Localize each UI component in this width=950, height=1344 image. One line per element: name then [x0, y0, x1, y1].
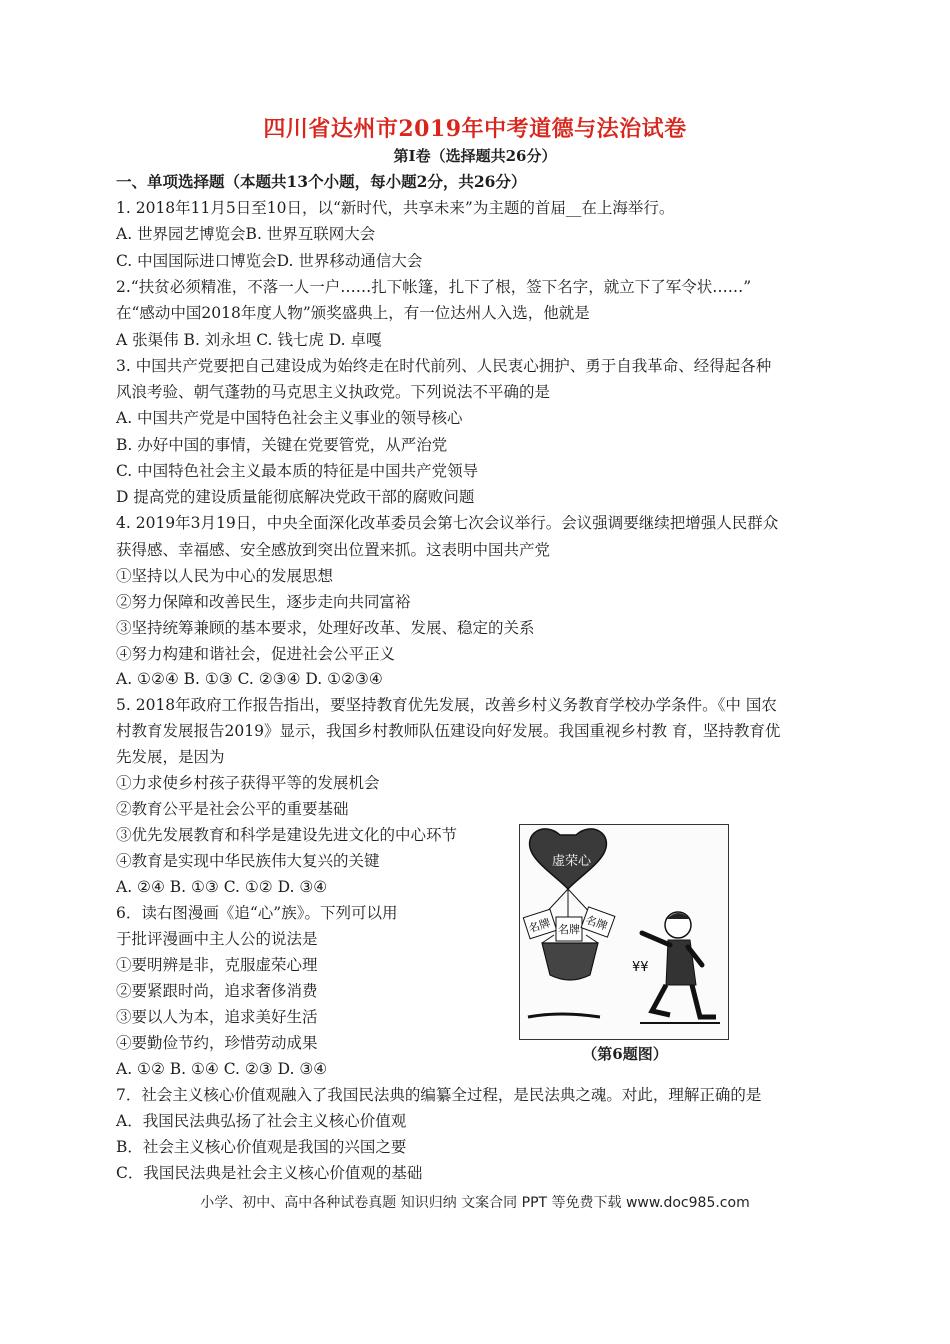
text-line: 先发展，是因为: [116, 748, 225, 766]
text-line: ①力求使乡村孩子获得平等的发展机会: [116, 774, 380, 792]
text-line: C. 中国特色社会主义最本质的特征是中国共产党领导: [116, 462, 479, 480]
text-line: A. ②④ B. ①③ C. ①② D. ③④: [116, 878, 328, 896]
tag-mid-label: 名牌: [558, 923, 580, 936]
text-line: ②努力保障和改善民生，逐步走向共同富裕: [116, 593, 411, 611]
text-line: ④努力构建和谐社会，促进社会公平正义: [116, 645, 396, 663]
heart-label: 虚荣心: [552, 854, 592, 869]
section-heading: 一、单项选择题（本题共13个小题，每小题2分，共26分）: [116, 172, 527, 191]
text-line: 1. 2018年11月5日至10日，以“新时代，共享未来”为主题的首届__在上海举行。: [116, 199, 675, 217]
text-line: ①要明辨是非，克服虚荣心理: [116, 956, 318, 974]
exam-subtitle: 第Ⅰ卷（选择题共26分）: [393, 147, 557, 165]
text-line: A. 中国共产党是中国特色社会主义事业的领导核心: [116, 409, 463, 427]
text-line: B. 办好中国的事情，关键在党要管党，从严治党: [116, 436, 448, 454]
cartoon-illustration: [520, 825, 728, 1039]
text-line: 6．读右图漫画《追“心”族》。下列可以用: [116, 904, 398, 922]
money-symbol: ¥¥: [632, 960, 649, 975]
text-line: C. 中国国际进口博览会D. 世界移动通信大会: [116, 252, 423, 270]
text-line: 4. 2019年3月19日，中央全面深化改革委员会第七次会议举行。会议强调要继续把增强人民群众: [116, 514, 779, 532]
footer-text: 小学、初中、高中各种试卷真题 知识归纳 文案合同 PPT 等免费下载 www.doc985.com: [200, 1195, 750, 1211]
text-line: 5. 2018年政府工作报告指出，要坚持教育优先发展，改善乡村义务教育学校办学条件。《中 国农: [116, 696, 777, 714]
text-line: ①坚持以人民为中心的发展思想: [116, 567, 334, 585]
text-line: 获得感、幸福感、安全感放到突出位置来抓。这表明中国共产党: [116, 541, 551, 559]
text-line: 2.“扶贫必须精准，不落一人一户……扎下帐篷，扎下了根，签下名字，就立下了军令状……”: [116, 278, 752, 296]
text-line: A. 世界园艺博览会B. 世界互联网大会: [116, 225, 376, 243]
text-line: ②要紧跟时尚，追求奢侈消费: [116, 982, 318, 1000]
text-line: ③坚持统筹兼顾的基本要求，处理好改革、发展、稳定的关系: [116, 619, 535, 637]
text-line: 于批评漫画中主人公的说法是: [116, 930, 318, 948]
text-line: C．我国民法典是社会主义核心价值观的基础: [116, 1164, 423, 1182]
text-line: ②教育公平是社会公平的重要基础: [116, 800, 349, 818]
text-line: ③要以人为本，追求美好生活: [116, 1008, 318, 1026]
figure-caption: （第6题图）: [582, 1045, 668, 1063]
cartoon-figure: [519, 824, 729, 1040]
exam-title: 四川省达州市2019年中考道德与法治试卷: [263, 116, 687, 142]
text-line: A. ①②④ B. ①③ C. ②③④ D. ①②③④: [116, 670, 383, 688]
text-line: 村教育发展报告2019》显示，我国乡村教师队伍建设向好发展。我国重视乡村教 育，坚持教育优: [116, 722, 781, 740]
text-line: ④要勤俭节约，珍惜劳动成果: [116, 1034, 318, 1052]
text-line: D 提高党的建设质量能彻底解决党政干部的腐败问题: [116, 488, 475, 506]
text-line: 风浪考验、朝气蓬勃的马克思主义执政党。下列说法不平确的是: [116, 383, 551, 401]
text-line: 在“感动中国2018年度人物”颁奖盛典上，有一位达州人入选，他就是: [116, 304, 590, 322]
text-line: 7．社会主义核心价值观融入了我国民法典的编纂全过程，是民法典之魂。对此，理解正确的是: [116, 1086, 762, 1104]
text-line: A. ①② B. ①④ C. ②③ D. ③④: [116, 1060, 328, 1078]
text-line: A．我国民法典弘扬了社会主义核心价值观: [116, 1112, 407, 1130]
tag-right-label: 名牌: [583, 913, 610, 933]
tag-left-label: 名牌: [527, 916, 552, 936]
text-line: B．社会主义核心价值观是我国的兴国之要: [116, 1138, 407, 1156]
text-line: A 张渠伟 B. 刘永坦 C. 钱七虎 D. 卓嘎: [116, 331, 382, 349]
text-line: 3. 中国共产党要把自己建设成为始终走在时代前列、人民衷心拥护、勇于自我革命、经得起各种: [116, 357, 772, 375]
text-line: ③优先发展教育和科学是建设先进文化的中心环节: [116, 826, 458, 844]
text-line: ④教育是实现中华民族伟大复兴的关键: [116, 852, 380, 870]
